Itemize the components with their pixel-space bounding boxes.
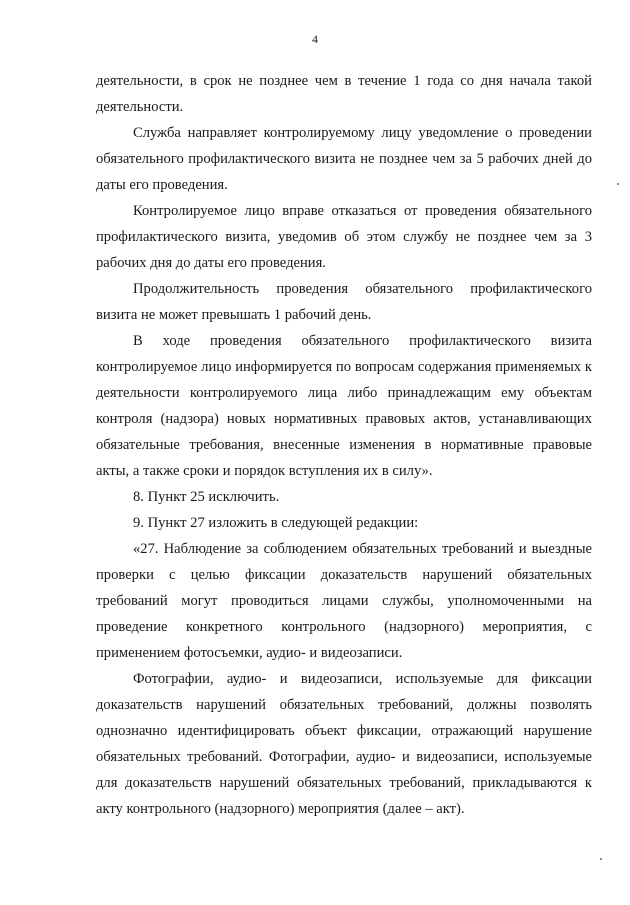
paragraph-clause-27: «27. Наблюдение за соблюдением обязательных требований и выездные проверки с целью фиксации доказательств нарушений обязательных требований могут проводиться лицами службы, уполномоченными на проведение конкретного контрольного (надзорного) мероприятия, с применением фотосъемки, аудио- и видеозаписи. [96, 541, 592, 661]
paragraph-item-8: 8. Пункт 25 исключить. [133, 489, 280, 505]
paragraph-item-9: 9. Пункт 27 изложить в следующей редакции: [133, 515, 419, 531]
document-body [96, 68, 592, 822]
paragraph-refusal: Контролируемое лицо вправе отказаться от проведения обязательного профилактического визита, уведомив об этом службу не позднее чем за 3 рабочих дня до даты его проведения. [96, 203, 592, 271]
paragraph-notification: Служба направляет контролируемому лицу уведомление о проведении обязательного профилактического визита не позднее чем за 5 рабочих дней до даты его проведения. [96, 125, 592, 193]
paragraph-photos: Фотографии, аудио- и видеозаписи, используемые для фиксации доказательств нарушений обязательных требований, должны позволять однозначно идентифицировать объект фиксации, отражающий нарушение обязательных требований. Фотографии, аудио- и видеозаписи, используемые для доказательств нарушений обязательных требований, прикладываются к акту контрольного (надзорного) мероприятия (далее – акт). [96, 671, 592, 817]
paragraph-duration: Продолжительность проведения обязательного профилактического визита не может превышать 1 рабочий день. [96, 281, 592, 323]
scan-dot [600, 858, 602, 860]
page-number: 4 [312, 32, 318, 46]
paragraph-continuation: деятельности, в срок не позднее чем в течение 1 года со дня начала такой деятельности. [96, 73, 592, 115]
scan-dot [617, 183, 619, 185]
paragraph-information: В ходе проведения обязательного профилактического визита контролируемое лицо информируется по вопросам содержания применяемых к деятельности контролируемого лица либо принадлежащим ему объектам контроля (надзора) новых нормативных правовых актов, устанавливающих обязательные требования, внесенные изменения в нормативные правовые акты, а также сроки и порядок вступления их в силу». [96, 333, 592, 479]
